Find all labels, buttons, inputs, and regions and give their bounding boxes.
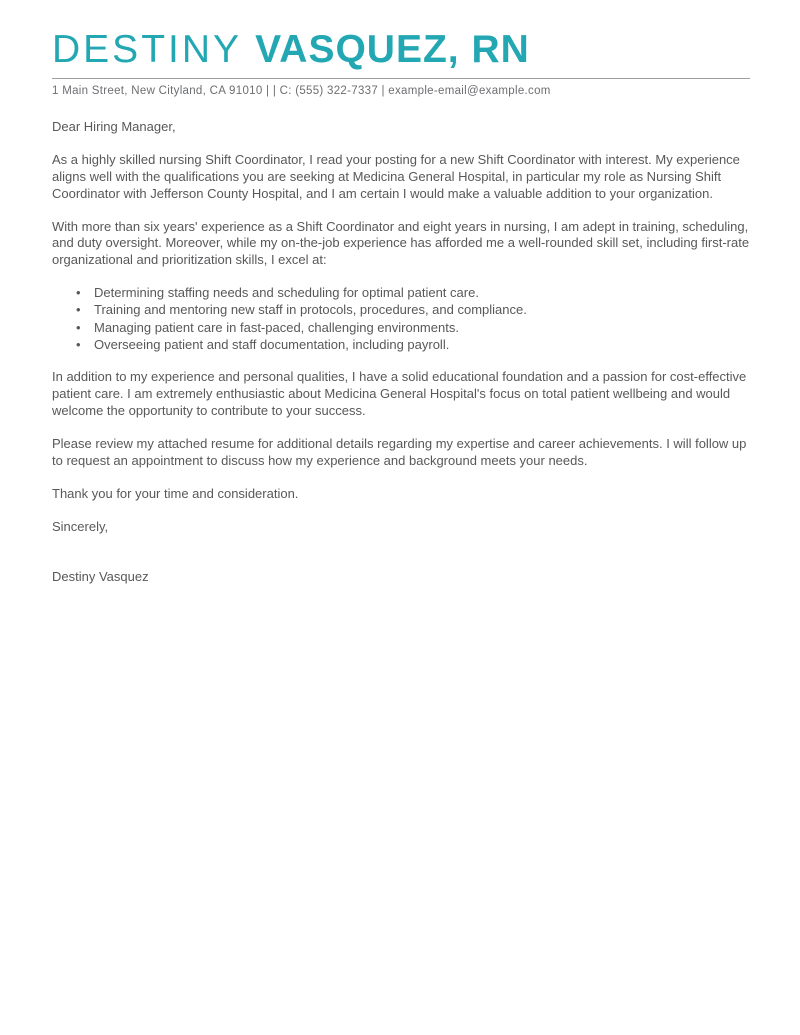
candidate-last-name: VASQUEZ, RN [255, 28, 530, 71]
letter-header [52, 30, 750, 97]
header-divider [52, 78, 750, 79]
paragraph-followup: Please review my attached resume for additional details regarding my expertise and career achievements. I will follow up to request an appointment to discuss how my experience and background meets your needs. [52, 435, 747, 468]
contact-info: 1 Main Street, New Cityland, CA 91010 | | C: (555) 322-7337 | example-email@example.com [52, 84, 551, 97]
list-item: • Overseeing patient and staff documentation, including payroll. [76, 337, 750, 353]
skills-list [52, 285, 750, 353]
list-item: • Training and mentoring new staff in protocols, procedures, and compliance. [76, 302, 750, 318]
paragraph-qualities: In addition to my experience and personal qualities, I have a solid educational foundation and a passion for cost-effective patient care. I am extremely enthusiastic about Medicina General Hospital's focus on total patient wellbeing and would welcome the opportunity to contribute to your success. [52, 369, 747, 418]
thanks-line: Thank you for your time and consideration. [52, 485, 299, 501]
signature-name: Destiny Vasquez [52, 569, 149, 585]
list-item: • Managing patient care in fast-paced, challenging environments. [76, 320, 750, 336]
closing-line: Sincerely, [52, 518, 109, 534]
paragraph-intro: As a highly skilled nursing Shift Coordinator, I read your posting for a new Shift Coordinator with interest. My experience aligns well with the qualifications you are seeking at Medicina General Hospital, in particular my role as Nursing Shift Coordinator with Jefferson County Hospital, and I am certain I would make a valuable addition to your organization. [52, 151, 740, 201]
letter-body [52, 119, 750, 586]
candidate-name [52, 30, 750, 71]
list-item: • Determining staffing needs and scheduling for optimal patient care. [76, 285, 750, 301]
salutation: Dear Hiring Manager, [52, 118, 176, 134]
paragraph-experience: With more than six years' experience as a Shift Coordinator and eight years in nursing, I am adept in training, scheduling, and duty oversight. Moreover, while my on-the-job experience has afforded me a well-rounded skill set, including first-rate organizational and prioritization skills, I excel at: [52, 218, 750, 268]
candidate-first-name: DESTINY [52, 28, 256, 71]
